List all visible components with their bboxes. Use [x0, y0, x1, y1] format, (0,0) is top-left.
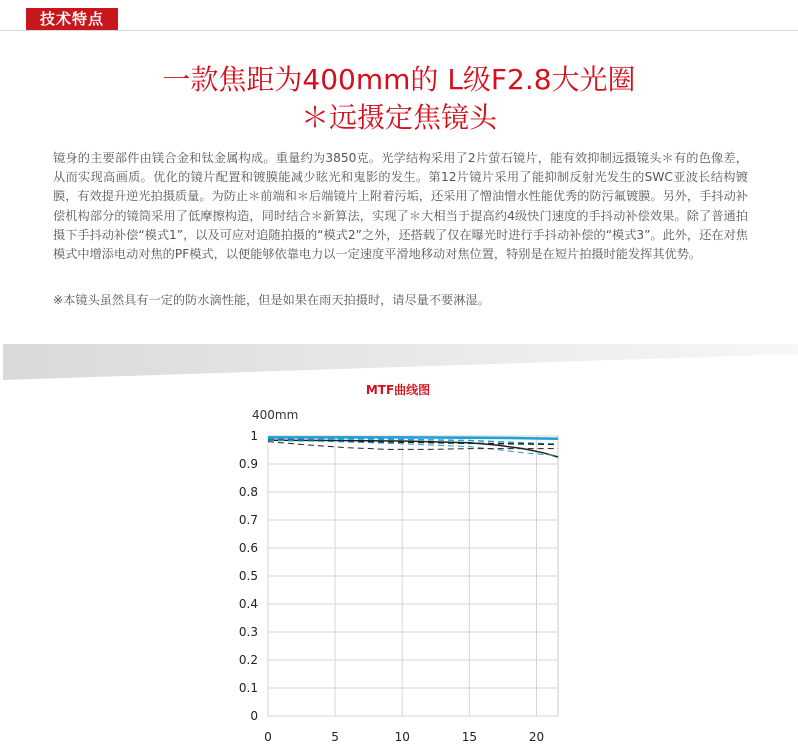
chart-subtitle: 400mm — [252, 408, 299, 422]
y-tick-label: 0.7 — [238, 513, 258, 527]
y-tick-label: 0.2 — [238, 653, 258, 667]
page-title-line1: 一款焦距为400mm的 L级F2.8大光圈 — [162, 63, 636, 96]
waterproof-note: ※本镜头虽然具有一定的防水滴性能，但是如果在雨天拍摄时，请尽量不要淋湿。 — [53, 293, 490, 307]
chart-title: MTF曲线图 — [365, 383, 431, 397]
section-tag: 技术特点 — [26, 8, 118, 30]
y-tick-label: 0.8 — [238, 485, 258, 499]
x-tick-label: 5 — [331, 730, 339, 744]
y-tick-label: 0.5 — [238, 569, 258, 583]
y-tick-label: 0.1 — [238, 681, 258, 695]
y-tick-label: 0.3 — [238, 625, 258, 639]
description-paragraph: 镜身的主要部件由镁合金和钛金属构成。重量约为3850克。光学结构采用了2片萤石镜片，能有效抑制远摄镜头＊有的色像差，从而实现高画质。优化的镜片配置和镀膜能减少眩光和鬼影的发生。第12片镜片采用了能抑制反射光发生的SWC亚波长结构镀膜，有效提升逆光拍摄质量。为防止＊前端和＊后端镜片上附着污垢，还采用了憎油憎水性能优秀的防污氟镀膜。另外，手抖动补偿机构部分的镜筒采用了低摩擦构造，同时结合＊新算法，实现了＊大相当于提高约4级快门速度的手抖动补偿效果。除了普通拍摄下手抖动补偿“模式1”，以及可应对追随拍摄的“模式2”之外，还搭载了仅在曝光时进行手抖动补偿的“模式3”。此外，还在对焦模式中增添电动对焦的PF模式，以便能够依靠电力以一定速度平滑地移动对焦位置，特别是在短片拍摄时能发挥其优势。 — [53, 151, 748, 262]
y-tick-label: 0.6 — [238, 541, 258, 555]
y-tick-label: 0 — [250, 709, 258, 723]
y-tick-label: 0.4 — [238, 597, 258, 611]
y-tick-label: 1 — [250, 429, 258, 443]
x-tick-label: 10 — [394, 730, 410, 744]
page-title-line2: ＊远摄定焦镜头 — [300, 101, 497, 134]
y-tick-label: 0.9 — [238, 457, 258, 471]
x-tick-label: 0 — [264, 730, 272, 744]
x-tick-label: 15 — [461, 730, 478, 744]
x-tick-label: 20 — [528, 730, 545, 744]
